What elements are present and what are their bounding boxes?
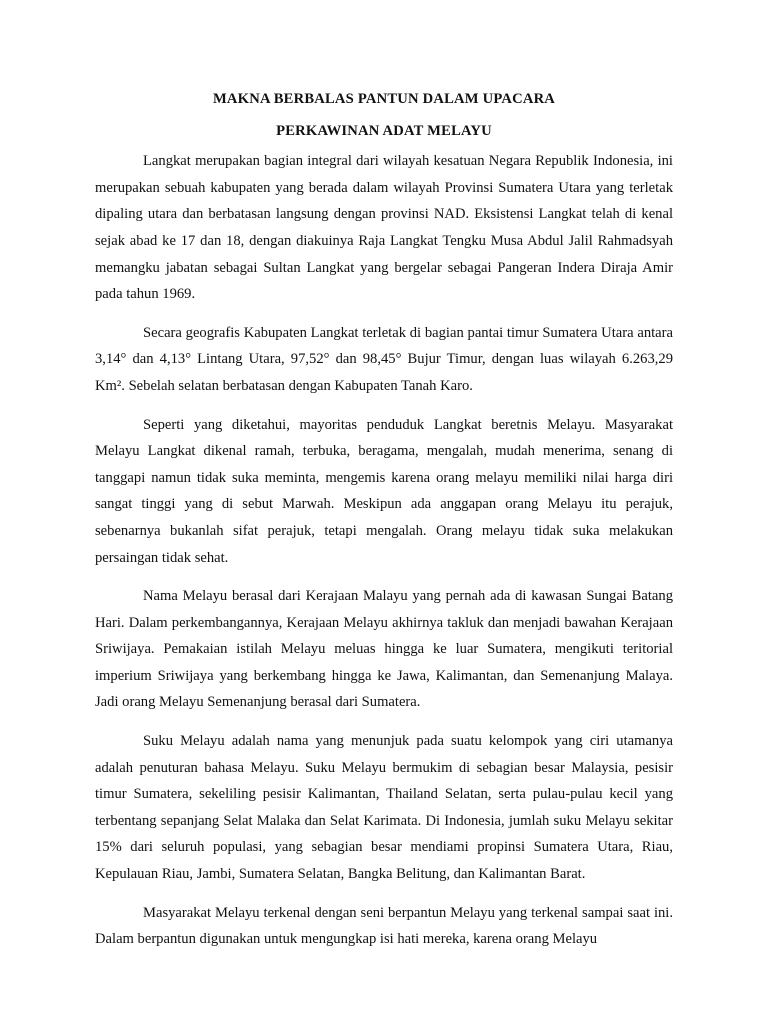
- paragraph-5: Suku Melayu adalah nama yang menunjuk pada suatu kelompok yang ciri utamanya adalah penuturan bahasa Melayu. Suku Melayu bermukim di sebagian besar Malaysia, pesisir timur Sumatera, sekeliling pesisir Kalimantan, Thailand Selatan, serta pulau-pulau kecil yang terbentang sepanjang Selat Malaka dan Selat Karimata. Di Indonesia, jumlah suku Melayu sekitar 15% dari seluruh populasi, yang sebagian besar mendiami propinsi Sumatera Utara, Riau, Kepulauan Riau, Jambi, Sumatera Selatan, Bangka Belitung, dan Kalimantan Barat.: [95, 733, 673, 883]
- document-title-line-1: MAKNA BERBALAS PANTUN DALAM UPACARA: [212, 91, 556, 107]
- paragraph-2: Secara geografis Kabupaten Langkat terletak di bagian pantai timur Sumatera Utara antara 3,14° dan 4,13° Lintang Utara, 97,52° dan 98,45° Bujur Timur, dengan luas wilayah 6.263,29 Km². Sebelah selatan berbatasan dengan Kabupaten Tanah Karo.: [95, 324, 673, 394]
- paragraph-4: Nama Melayu berasal dari Kerajaan Malayu yang pernah ada di kawasan Sungai Batang Hari. Dalam perkembangannya, Kerajaan Melayu akhirnya takluk dan menjadi bawahan Kerajaan Sriwijaya. Pemakaian istilah Melayu meluas hingga ke luar Sumatera, mengikuti teritorial imperium Sriwijaya yang berkembang hingga ke Jawa, Kalimantan, dan Semenanjung Malaya. Jadi orang Melayu Semenanjung berasal dari Sumatera.: [95, 588, 673, 711]
- paragraph-6: Masyarakat Melayu terkenal dengan seni berpantun Melayu yang terkenal sampai saat ini. Dalam berpantun digunakan untuk mengungkap isi hati mereka, karena orang Melayu: [95, 904, 673, 948]
- paragraph-1: Langkat merupakan bagian integral dari wilayah kesatuan Negara Republik Indonesia, ini merupakan sebuah kabupaten yang berada dalam wilayah Provinsi Sumatera Utara yang terletak dipaling utara dan berbatasan langsung dengan provinsi NAD. Eksistensi Langkat telah di kenal sejak abad ke 17 dan 18, dengan diakuinya Raja Langkat Tengku Musa Abdul Jalil Rahmadsyah memangku jabatan sebagai Sultan Langkat yang bergelar sebagai Pangeran Indera Diraja Amir pada tahun 1969.: [95, 153, 673, 303]
- paragraph-3: Seperti yang diketahui, mayoritas penduduk Langkat beretnis Melayu. Masyarakat Melayu Langkat dikenal ramah, terbuka, beragama, mengalah, mudah menerima, senang di tanggapi namun tidak suka meminta, mengemis karena orang melayu memiliki nilai harga diri sangat tinggi yang di sebut Marwah. Meskipun ada anggapan orang Melayu itu perajuk, sebenarnya bukanlah sifat perajuk, tetapi mengalah. Orang melayu tidak suka melakukan persaingan tidak sehat.: [95, 416, 673, 566]
- document-title-line-2: PERKAWINAN ADAT MELAYU: [276, 122, 492, 139]
